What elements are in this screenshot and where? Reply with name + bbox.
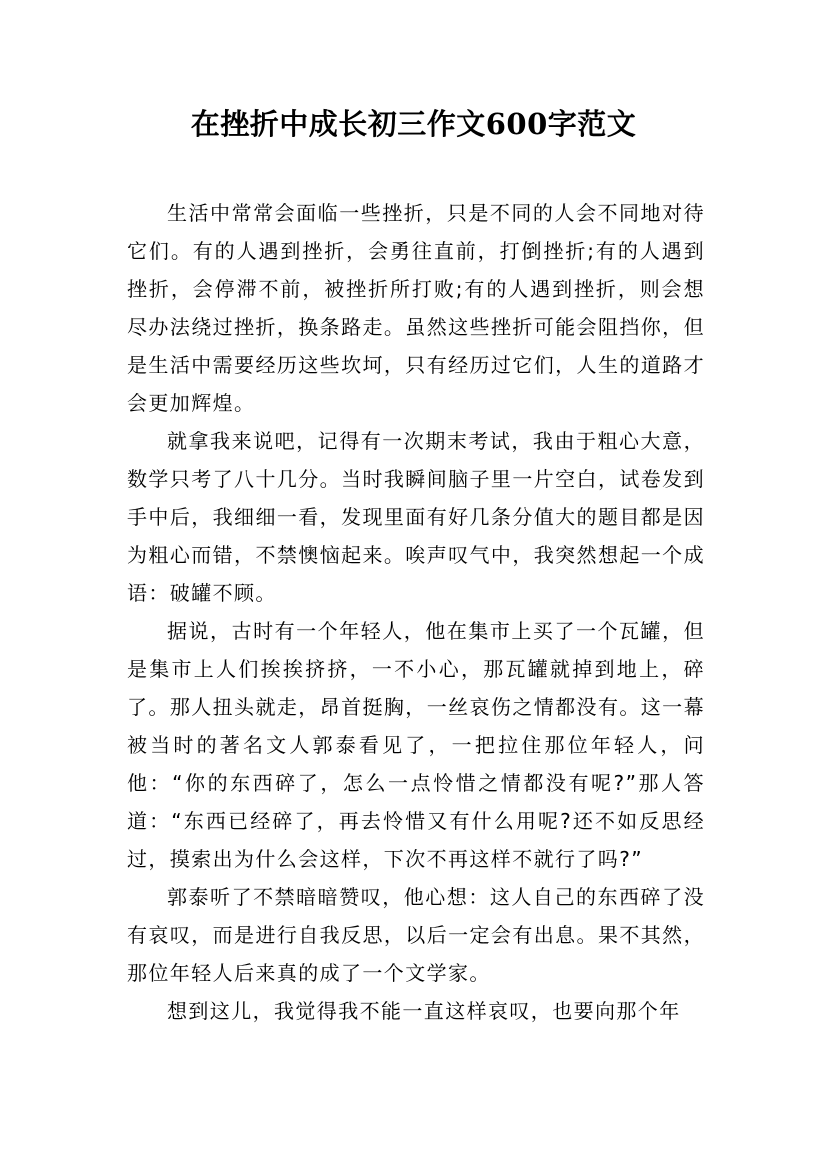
paragraph: 郭泰听了不禁暗暗赞叹，他心想：这人自己的东西碎了没有哀叹，而是进行自我反思，以后一定会有出息。果不其然，那位年轻人后来真的成了一个文学家。 [127,885,705,985]
paragraph: 想到这儿，我觉得我不能一直这样哀叹，也要向那个年 [167,999,681,1023]
document-body [127,194,705,1030]
paragraph: 就拿我来说吧，记得有一次期末考试，我由于粗心大意，数学只考了八十几分。当时我瞬间脑子里一片空白，试卷发到手中后，我细细一看，发现里面有好几条分值大的题目都是因为粗心而错，不禁懊恼起来。唉声叹气中，我突然想起一个成语：破罐不顾。 [127,429,705,605]
paragraph: 生活中常常会面临一些挫折，只是不同的人会不同地对待它们。有的人遇到挫折，会勇往直前，打倒挫折;有的人遇到挫折，会停滞不前，被挫折所打败;有的人遇到挫折，则会想尽办法绕过挫折，换条路走。虽然这些挫折可能会阻挡你，但是生活中需要经历这些坎坷，只有经历过它们，人生的道路才会更加辉煌。 [127,201,705,415]
document-title: 在挫折中成长初三作文600字范文 [190,107,637,141]
paragraph: 据说，古时有一个年轻人，他在集市上买了一个瓦罐，但是集市上人们挨挨挤挤，一不小心，那瓦罐就掉到地上，碎了。那人扭头就走，昂首挺胸，一丝哀伤之情都没有。这一幕被当时的著名文人郭泰看见了，一把拉住那位年轻人，问他：“你的东西碎了，怎么一点怜惜之情都没有呢?”那人答道：“东西已经碎了，再去怜惜又有什么用呢?还不如反思经过，摸索出为什么会这样，下次不再这样不就行了吗?” [127,619,705,871]
